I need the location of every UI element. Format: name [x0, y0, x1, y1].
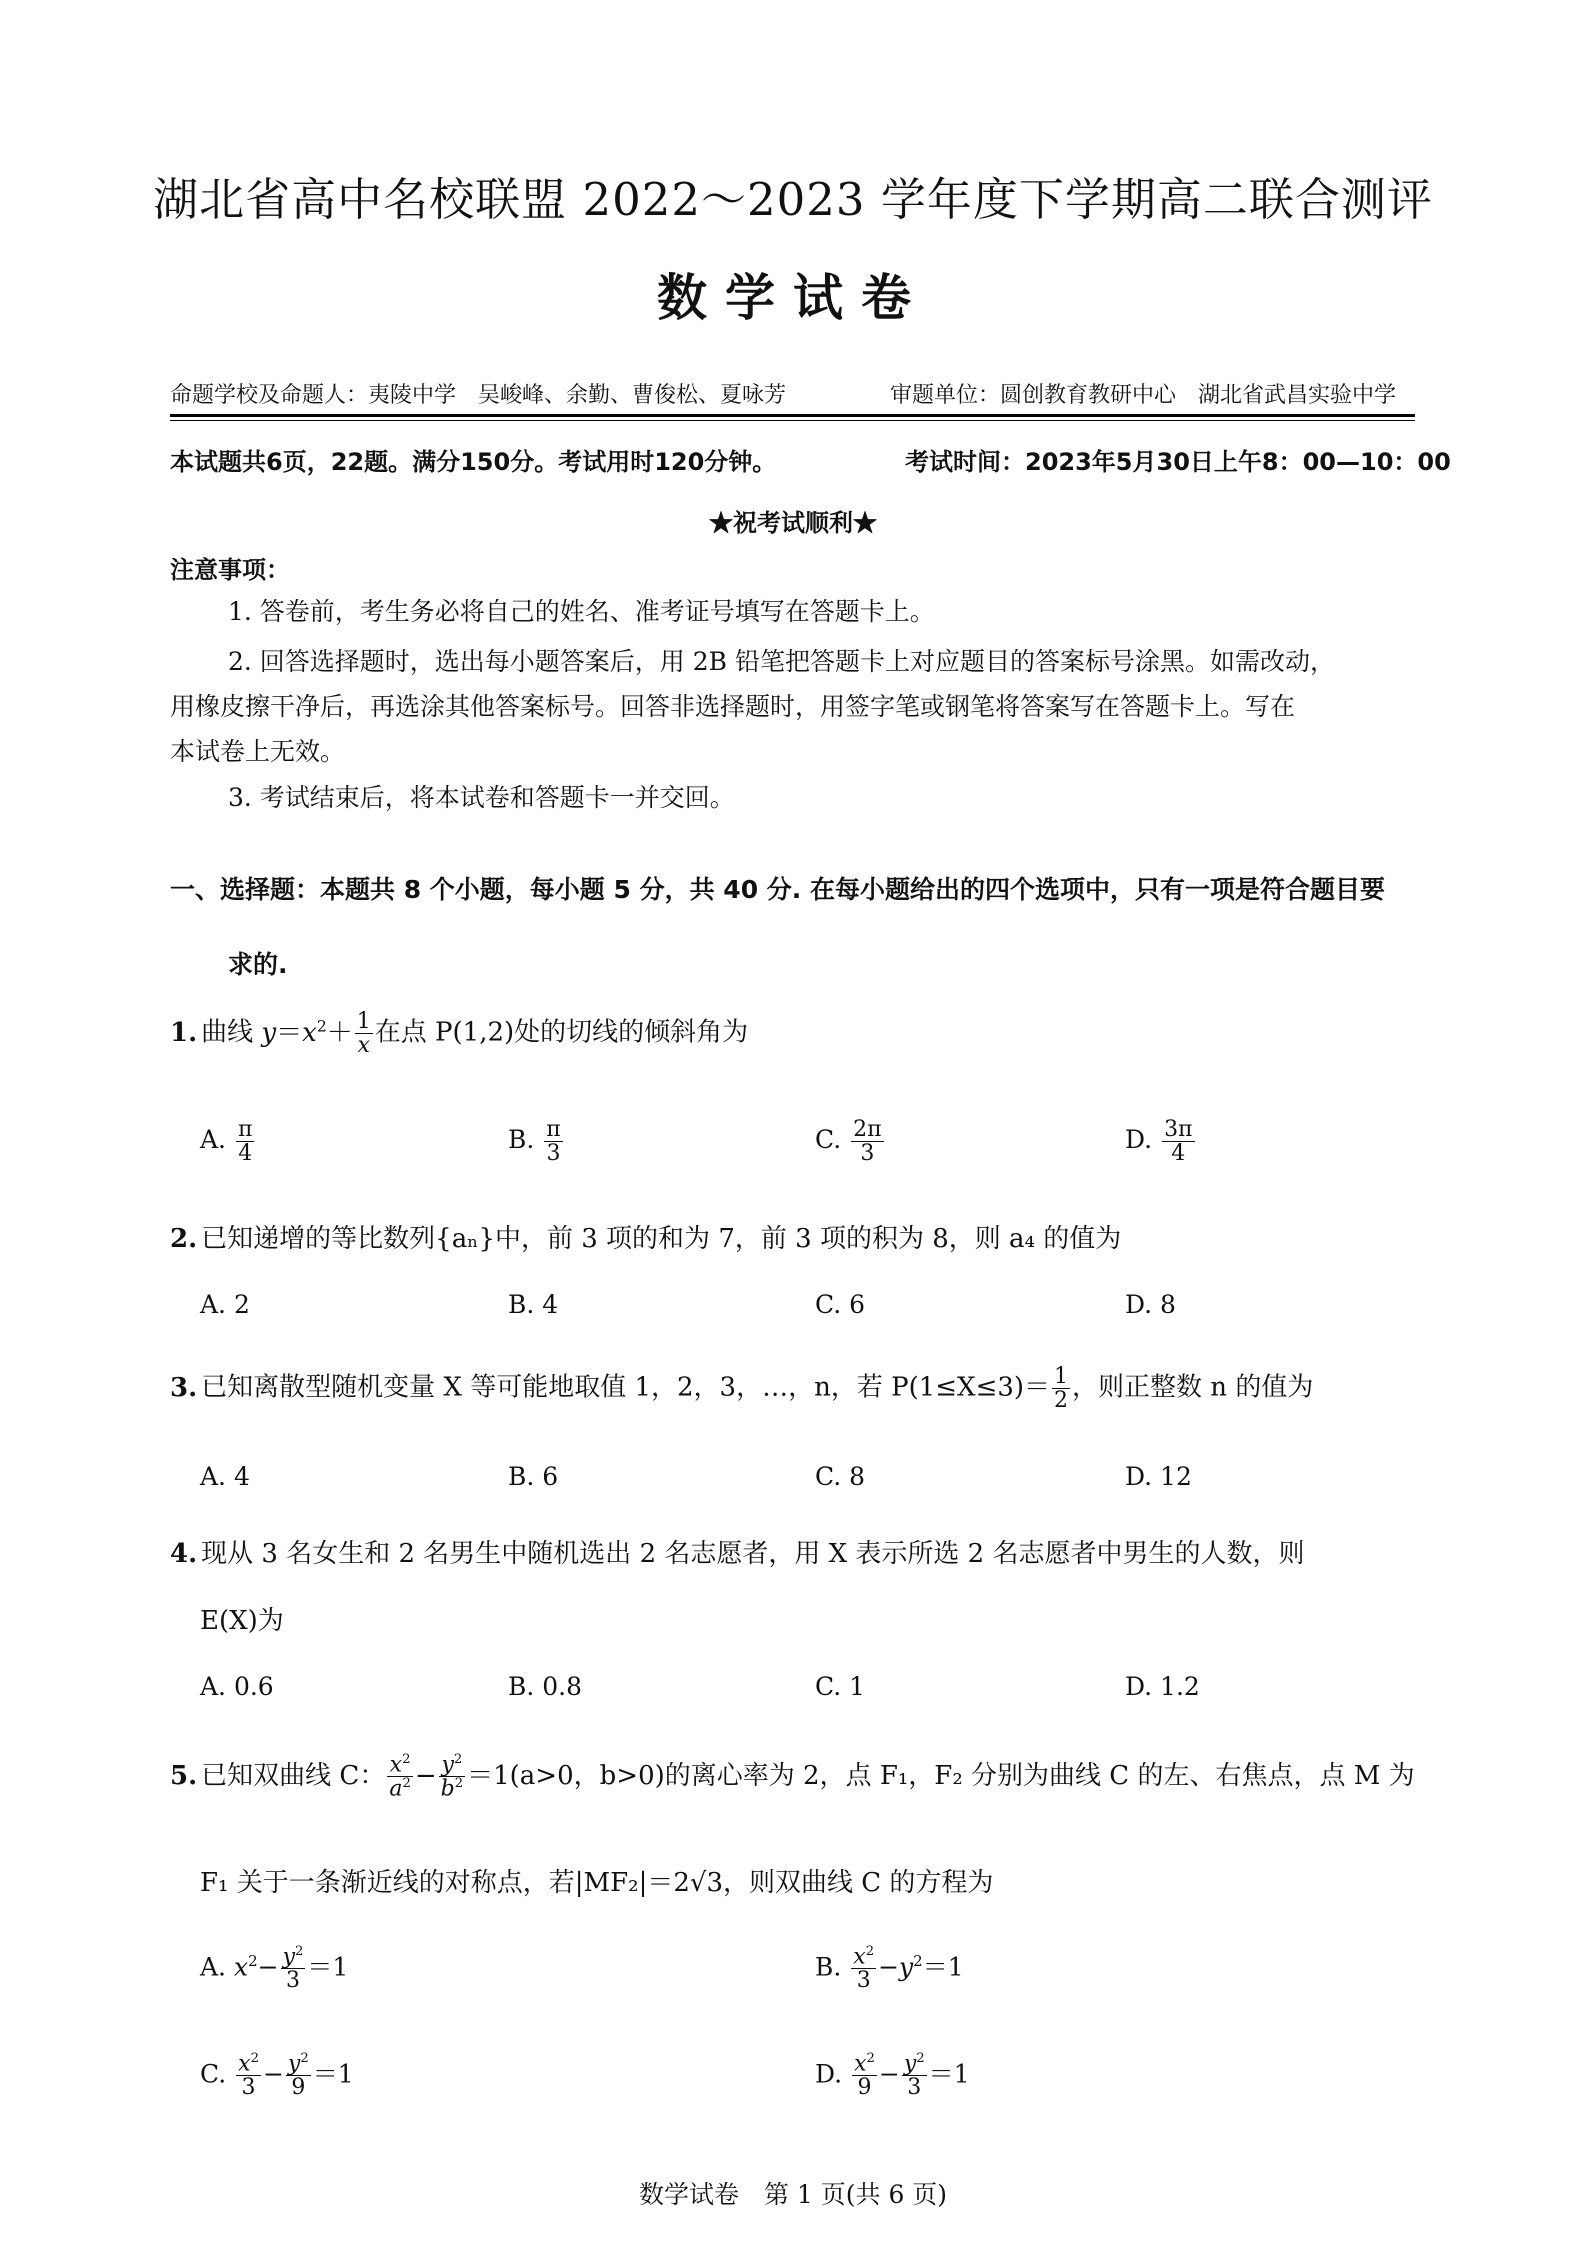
- note-2-line-2: 用橡皮擦干净后，再选涂其他答案标号。回答非选择题时，用签字笔或钢笔将答案写在答题卡上。写在: [170, 692, 1296, 721]
- question-1-prefix: 曲线: [201, 1017, 254, 1048]
- question-4: 4. 现从 3 名女生和 2 名男生中随机选出 2 名志愿者，用 X 表示所选 2 名志愿者中男生的人数，则: [170, 1539, 1305, 1569]
- q1-option-d: D. $\frac{3\pi}{4}$: [1125, 1117, 1193, 1167]
- question-1-formula: $y=x^2+$ $\frac{1}{x}$: [261, 1009, 371, 1059]
- q1-option-a: A. $\frac{\pi}{4}$: [200, 1117, 253, 1167]
- authors-line: 命题学校及命题人：夷陵中学 吴峻峰、余勤、曹俊松、夏咏芳: [170, 383, 787, 408]
- question-5-prefix: 已知双曲线 C：: [201, 1760, 386, 1791]
- note-3: 3. 考试结束后，将本试卷和答题卡一并交回。: [228, 783, 735, 812]
- q4-option-d: D. 1.2: [1125, 1672, 1200, 1701]
- q4-option-a: A. 0.6: [200, 1672, 274, 1701]
- q4-option-c: C. 1: [815, 1672, 866, 1701]
- exam-info: 本试题共6页，22题。满分150分。考试用时120分钟。: [170, 448, 777, 476]
- header-rule-thin: [170, 420, 1415, 421]
- question-3: 3. 已知离散型随机变量 X 等可能地取值 1，2，3，…，n，若 P(1≤X≤3)＝ $\frac{1}{2}$ ，则正整数 n 的值为: [170, 1364, 1314, 1414]
- q5-option-c: C. $\frac{x^2}{3}$ − $\frac{y^2}{9}$ ＝1: [200, 2051, 354, 2101]
- exam-subtitle: 数学试卷: [657, 268, 929, 327]
- q2-option-d: D. 8: [1125, 1290, 1176, 1319]
- question-2: 2. 已知递增的等比数列{aₙ}中，前 3 项的和为 7，前 3 项的积为 8，则 a₄ 的值为: [170, 1224, 1122, 1254]
- question-3-fraction: $\frac{1}{2}$: [1054, 1364, 1069, 1414]
- question-3-suffix: ，则正整数 n 的值为: [1072, 1372, 1314, 1403]
- q3-option-a: A. 4: [200, 1462, 250, 1491]
- question-1: [170, 1010, 748, 1057]
- question-3-prefix: 已知离散型随机变量 X 等可能地取值 1，2，3，…，n，若 P(1≤X≤3)＝: [201, 1372, 1051, 1403]
- note-2-line-3: 本试卷上无效。: [170, 737, 346, 766]
- section-1-heading-cont: 求的.: [228, 950, 288, 979]
- reviewers-line: 审题单位：圆创教育教研中心 湖北省武昌实验中学: [890, 383, 1397, 408]
- exam-time: 考试时间：2023年5月30日上午8：00—10：00: [905, 448, 1451, 476]
- q5-option-b: B. $\frac{x^2}{3}$ $-y^2=1$: [815, 1944, 964, 1994]
- q3-option-d: D. 12: [1125, 1462, 1192, 1491]
- question-4-line-1: 现从 3 名女生和 2 名男生中随机选出 2 名志愿者，用 X 表示所选 2 名志愿者中男生的人数，则: [201, 1539, 1305, 1569]
- q2-option-a: A. 2: [200, 1290, 250, 1319]
- question-2-text: 已知递增的等比数列{aₙ}中，前 3 项的和为 7，前 3 项的积为 8，则 a₄ 的值为: [201, 1224, 1122, 1254]
- question-number: 1.: [170, 1017, 198, 1048]
- q1-option-c: C. $\frac{2\pi}{3}$: [815, 1117, 882, 1167]
- question-1-suffix: 在点 P(1,2)处的切线的倾斜角为: [374, 1017, 749, 1048]
- q1-option-b: B. $\frac{\pi}{3}$: [508, 1117, 561, 1167]
- header-rule-thick: [170, 414, 1415, 417]
- question-5-middle: ＝1(a>0，b>0)的离心率为 2，点 F₁，F₂ 分别为曲线 C 的左、右焦点，点 M 为: [467, 1760, 1415, 1791]
- good-luck-banner: ★祝考试顺利★: [709, 508, 877, 537]
- question-4-line-2: E(X)为: [200, 1606, 284, 1636]
- q3-option-c: C. 8: [815, 1462, 866, 1491]
- q4-option-b: B. 0.8: [508, 1672, 583, 1701]
- question-5: 5. 已知双曲线 C： $\frac{x^2}{a^2}$ − $\frac{y^2}{b^2}$ ＝1(a>0，b>0)的离心率为 2，点 F₁，F₂ 分别为曲线 C 的左、右焦点，点 M 为: [170, 1752, 1415, 1802]
- page-footer: 数学试卷 第 1 页(共 6 页): [638, 2180, 948, 2209]
- note-1: 1. 答卷前，考生务必将自己的姓名、准考证号填写在答题卡上。: [228, 597, 935, 626]
- q3-option-b: B. 6: [508, 1462, 559, 1491]
- q2-option-b: B. 4: [508, 1290, 559, 1319]
- q5-option-d: D. $\frac{x^2}{9}$ − $\frac{y^2}{3}$ ＝1: [815, 2051, 970, 2101]
- q2-option-c: C. 6: [815, 1290, 866, 1319]
- exam-title: 湖北省高中名校联盟 2022～2023 学年度下学期高二联合测评: [153, 173, 1433, 226]
- notes-heading: 注意事项：: [170, 556, 290, 584]
- note-2-line-1: 2. 回答选择题时，选出每小题答案后，用 2B 铅笔把答题卡上对应题目的答案标号涂黑。如需改动，: [228, 647, 1335, 676]
- q5-option-a: A. $x^2-$ $\frac{y^2}{3}$ ＝1: [200, 1944, 349, 1994]
- question-5-line-2: F₁ 关于一条渐近线的对称点，若|MF₂|＝2√3，则双曲线 C 的方程为: [200, 1868, 994, 1898]
- section-1-heading: 一、选择题：本题共 8 个小题，每小题 5 分，共 40 分. 在每小题给出的四个选项中，只有一项是符合题目要: [170, 875, 1386, 904]
